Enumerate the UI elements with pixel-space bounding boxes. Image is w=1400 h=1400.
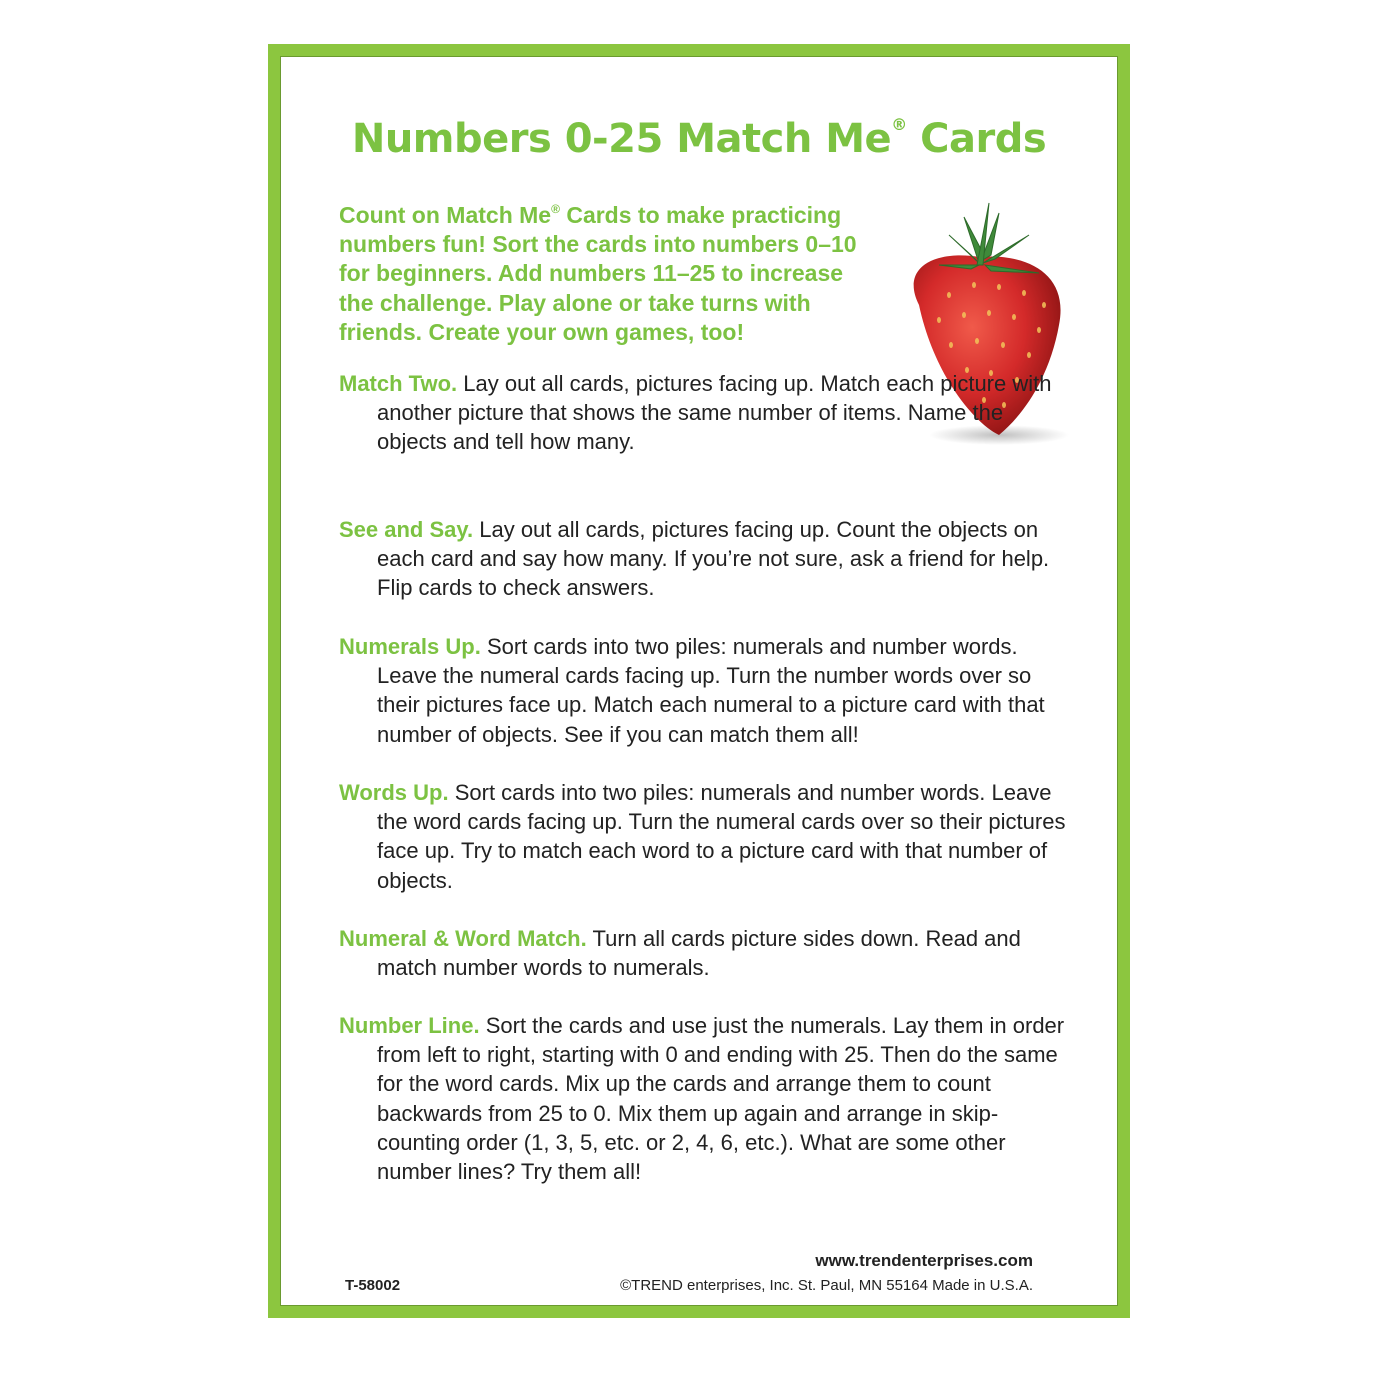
section-numerals-up: Numerals Up. Sort cards into two piles: numerals and number words. Leave the numeral cards facing up. Turn the number words over so their pictures face up. Match each numeral to a picture card with that number of objects. See if you can match them all! — [339, 634, 1045, 747]
section-number-line: Number Line. Sort the cards and use just the numerals. Lay them in order from left to right, starting with 0 and ending with 25. Then do the same for the word cards. Mix up the cards and arrange them to count backwards from 25 to 0. Mix them up again and arrange in skip-counting order (1, 3, 5, etc. or 2, 4, 6, etc.). What are some other number lines? Try them all! — [339, 1013, 1065, 1185]
section-see-and-say: See and Say. Lay out all cards, pictures facing up. Count the objects on each card and say how many. If you’re not sure, ask a friend for help. Flip cards to check answers. — [339, 517, 1050, 601]
product-code: T-58002 — [345, 1277, 401, 1294]
footer-copyright: ©TREND enterprises, Inc. St. Paul, MN 55164 Made in U.S.A. — [620, 1277, 1033, 1294]
card-title: Numbers 0-25 Match Me® Cards — [351, 115, 1047, 162]
section-match-two: Match Two. Lay out all cards, pictures facing up. Match each picture with another picture that shows the same number of items. Name the objects and tell how many. — [339, 371, 1052, 455]
section-numeral-word-match: Numeral & Word Match. Turn all cards picture sides down. Read and match number words to numerals. — [339, 926, 1021, 981]
intro-paragraph: Count on Match Me® Cards to make practicing numbers fun! Sort the cards into numbers 0–10 for beginners. Add numbers 11–25 to increase the challenge. Play alone or take turns with friends. Create your own games, too! — [339, 202, 857, 345]
section-words-up: Words Up. Sort cards into two piles: numerals and number words. Leave the word cards facing up. Turn the numeral cards over so their pictures face up. Try to match each word to a picture card with that number of objects. — [339, 780, 1066, 893]
card-border — [268, 44, 1130, 1318]
footer-url: www.trendenterprises.com — [815, 1251, 1033, 1270]
card — [280, 56, 1118, 1306]
